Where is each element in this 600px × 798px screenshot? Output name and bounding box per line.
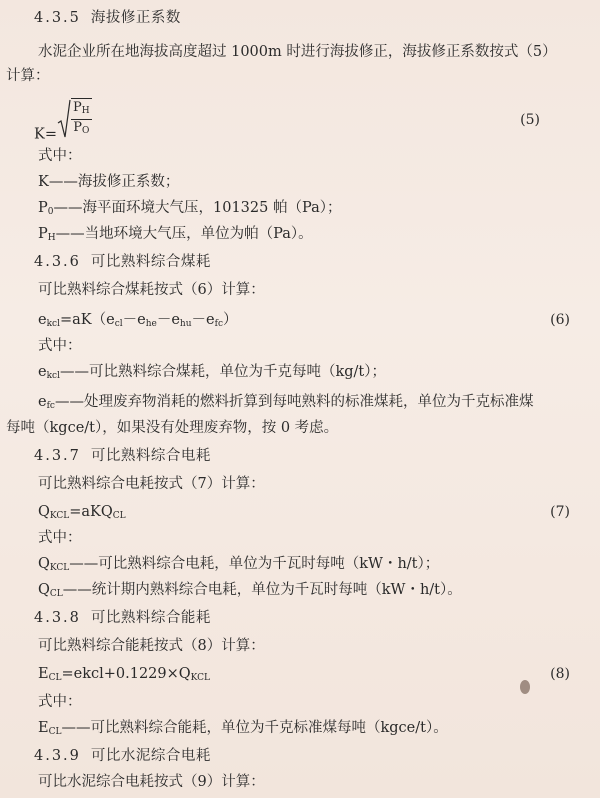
where-label: 式中： xyxy=(38,148,82,164)
section-heading-4-3-6 xyxy=(34,252,570,272)
definition-efc-continued: 每吨（kgce/t），如果没有处理废弃物，按 0 考虑。 xyxy=(6,420,339,436)
definition-k: K——海拔修正系数； xyxy=(38,174,180,190)
section-heading-4-3-5 xyxy=(34,8,570,28)
numerator: $P_H$ xyxy=(71,100,92,120)
equation-6: $e_{kcl}=aK(e_{cl}-e_{he}-e_{hu}-e_{fc})$ (6) xyxy=(38,312,570,329)
section-title: 海拔修正系数 xyxy=(90,10,181,26)
equation-7: $Q_{KCL}=aKQ_{CL}$ (7) xyxy=(38,504,570,521)
section-heading-4-3-8 xyxy=(34,608,570,628)
section-number: 4.3.9 xyxy=(34,748,81,764)
section-heading-4-3-7 xyxy=(34,446,570,466)
section-heading-4-3-9 xyxy=(34,746,570,766)
section-title: 可比熟料综合电耗 xyxy=(90,448,211,464)
where-label: 式中： xyxy=(38,694,82,710)
section-title: 可比水泥综合电耗 xyxy=(90,748,211,764)
paragraph: 可比水泥综合电耗按式（9）计算： xyxy=(38,774,265,790)
section-number: 4.3.7 xyxy=(34,448,81,464)
definition-p0: $P_0——$海平面环境大气压，101325 帕（Pa）； xyxy=(38,200,342,217)
equation-8: $E_{CL}=ekcl+0.1229\times Q_{KCL}$ (8) xyxy=(38,666,570,683)
equation-number: (7) xyxy=(550,504,570,520)
paragraph: 可比熟料综合能耗按式（8）计算： xyxy=(38,638,265,654)
equation-number: (5) xyxy=(520,112,540,128)
definition-qcl: $Q_{CL}——$统计期内熟料综合电耗，单位为千瓦时每吨（kW・h/t）。 xyxy=(38,582,462,599)
paragraph: 水泥企业所在地海拔高度超过 1000m 时进行海拔修正，海拔修正系数按式（5） xyxy=(38,44,557,60)
section-title: 可比熟料综合煤耗 xyxy=(90,254,211,270)
equation-number: (8) xyxy=(550,666,570,682)
where-label: 式中： xyxy=(38,338,82,354)
definition-qkcl: $Q_{KCL}——$可比熟料综合电耗，单位为千瓦时每吨（kW・h/t）； xyxy=(38,556,440,573)
ink-smudge xyxy=(520,680,530,694)
equation-5 xyxy=(34,98,570,142)
definition-ph: $P_H——$当地环境大气压，单位为帕（Pa）。 xyxy=(38,226,313,243)
sqrt-symbol xyxy=(57,98,92,139)
definition-ekcl: $e_{kcl}——$可比熟料综合煤耗，单位为千克每吨（kg/t）； xyxy=(38,364,386,381)
paragraph: 可比熟料综合煤耗按式（6）计算： xyxy=(38,282,265,298)
equation-number: (6) xyxy=(550,312,570,328)
section-title: 可比熟料综合能耗 xyxy=(90,610,211,626)
equation-lhs: K= xyxy=(34,126,57,143)
section-number: 4.3.8 xyxy=(34,610,81,626)
paragraph: 计算： xyxy=(6,68,50,84)
denominator: $P_O$ xyxy=(73,120,90,136)
definition-efc: $e_{fc}——$处理废弃物消耗的燃料折算到每吨熟料的标准煤耗，单位为千克标准煤 xyxy=(38,394,534,411)
fraction xyxy=(71,98,92,139)
definition-ecl: $E_{CL}——$可比熟料综合能耗，单位为千克标准煤每吨（kgce/t）。 xyxy=(38,720,448,737)
section-number: 4.3.5 xyxy=(34,10,81,26)
paragraph: 可比熟料综合电耗按式（7）计算： xyxy=(38,476,265,492)
section-number: 4.3.6 xyxy=(34,254,81,270)
where-label: 式中： xyxy=(38,530,82,546)
